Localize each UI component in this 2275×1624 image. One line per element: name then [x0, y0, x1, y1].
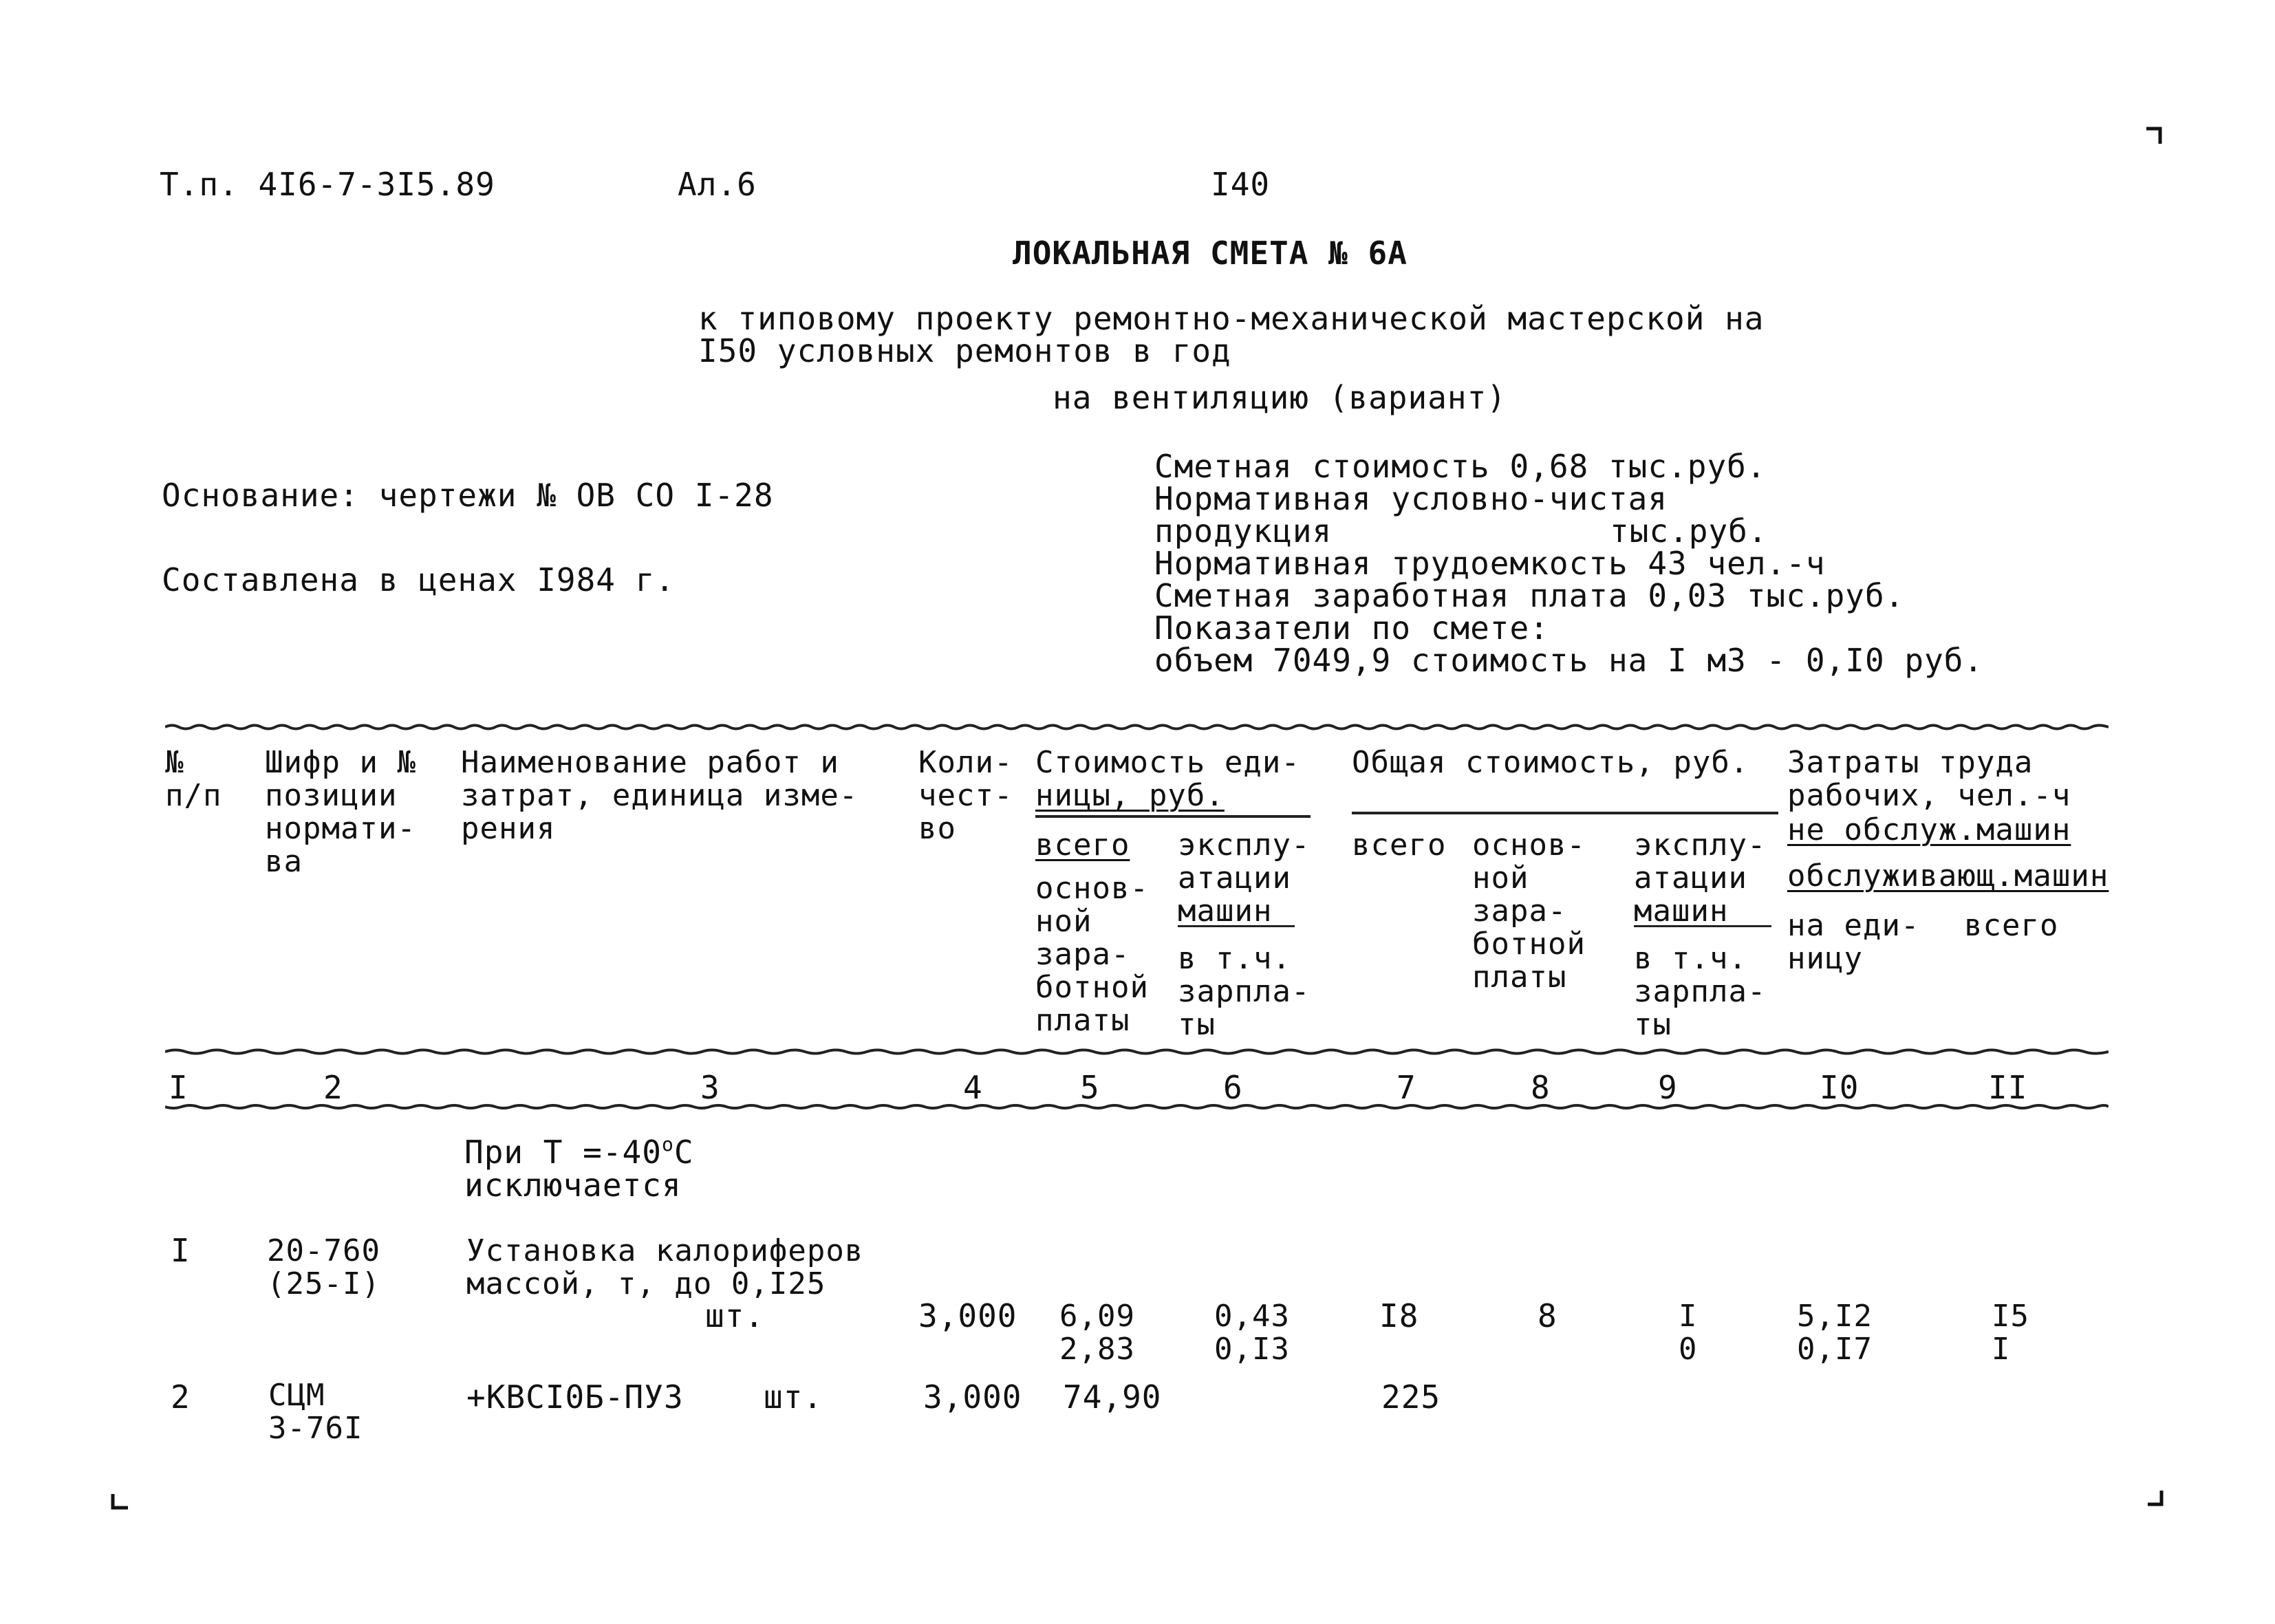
temperature-note — [464, 1133, 694, 1171]
summary-wages: Сметная заработная плата 0,03 тыс.руб. — [1154, 577, 1905, 614]
col-9-subrule — [1634, 925, 1771, 927]
basis-drawings: Основание: чертежи № ОВ СО I-28 — [162, 477, 774, 514]
row-1-labor-total: I5 I — [1992, 1299, 2029, 1367]
row-2-number: 2 — [171, 1378, 191, 1416]
col-number-1: I — [169, 1069, 188, 1106]
subtitle-line-3: на вентиляцию (вариант) — [1053, 379, 1507, 416]
col-header-11-total: всего — [1964, 908, 2059, 943]
corner-mark-bottom-left — [110, 1493, 129, 1512]
row-2-unit-cost: 74,90 — [1063, 1378, 1162, 1416]
degree-mark: о — [661, 1133, 674, 1156]
temperature-note-excluded: исключается — [464, 1167, 682, 1204]
col-header-total-cost: Общая стоимость, руб. — [1352, 745, 1749, 780]
col-number-6: 6 — [1223, 1069, 1243, 1106]
summary-indicators-label: Показатели по смете: — [1154, 609, 1549, 647]
summary-product-label: продукция — [1154, 512, 1333, 550]
col-header-labor-non-machine: не обслуж.машин — [1787, 812, 2071, 847]
col-number-9: 9 — [1658, 1069, 1678, 1106]
col-header-5-total: всего — [1035, 827, 1130, 863]
col-number-4: 4 — [963, 1069, 983, 1106]
summary-labor-intensity: Нормативная трудоемкость 43 чел.-ч — [1154, 545, 1826, 582]
col-header-unit-cost: Стоимость еди- — [1035, 745, 1300, 780]
col-header-code: Шифр и № позиции нормати- ва — [265, 745, 416, 879]
row-1-name: Установка калориферов массой, т, до 0,I25 — [466, 1233, 864, 1301]
summary-estimated-cost: Сметная стоимость 0,68 тыс.руб. — [1154, 448, 1767, 485]
col-header-8-wages: основ- ной зара- ботной платы — [1472, 827, 1586, 995]
row-1-machine-cost: 0,43 0,I3 — [1214, 1299, 1290, 1367]
col-number-8: 8 — [1531, 1069, 1551, 1106]
row-2-total: 225 — [1381, 1378, 1441, 1416]
col-header-labor: Затраты труда рабочих, чел.-ч — [1787, 745, 2071, 813]
sheet-label: Ал.6 — [678, 166, 757, 203]
basis-prices: Составлена в ценах I984 г. — [162, 561, 676, 598]
col-header-number: № п/п — [165, 745, 222, 813]
header-bottom-rule — [165, 1047, 2109, 1057]
col-6-subrule — [1178, 925, 1295, 927]
row-1-unit: шт. — [705, 1297, 765, 1334]
page-number: I40 — [1211, 166, 1271, 203]
corner-mark-bottom-right — [2146, 1489, 2166, 1508]
row-2-unit: шт. — [764, 1378, 823, 1416]
col-header-unit-cost-rub: ницы, руб. — [1035, 778, 1225, 813]
corner-mark-top-right — [2145, 126, 2164, 145]
col-header-9-wages: в т.ч. зарпла- ты — [1634, 941, 1767, 1042]
table-top-rule — [165, 722, 2109, 732]
temperature-note-unit: С — [673, 1134, 694, 1171]
col-number-2: 2 — [323, 1069, 343, 1106]
summary-normative-label: Нормативная условно-чистая — [1154, 480, 1668, 517]
col-header-9-machines: эксплу- атации машин — [1634, 827, 1767, 929]
subtitle-line-2: I50 условных ремонтов в год — [698, 332, 1231, 369]
col-header-7-total: всего — [1352, 827, 1447, 863]
col-numbers-bottom-rule — [165, 1102, 2109, 1112]
total-cost-subrule — [1352, 812, 1778, 814]
col-header-name: Наименование работ и затрат, единица изме- рения — [461, 745, 859, 846]
row-1-code: 20-760 (25-I) — [267, 1233, 380, 1301]
row-1-quantity: 3,000 — [918, 1297, 1017, 1334]
col-header-5-wages: основ- ной зара- ботной платы — [1035, 871, 1149, 1038]
col-header-labor-machine: обслуживающ.машин — [1787, 858, 2109, 894]
summary-volume: объем 7049,9 стоимость на I м3 - 0,I0 руб. — [1154, 642, 1984, 679]
row-1-labor-per-unit: 5,I2 0,I7 — [1797, 1299, 1873, 1367]
row-1-unit-cost: 6,09 2,83 — [1059, 1299, 1135, 1367]
col-number-7: 7 — [1397, 1069, 1416, 1106]
row-1-number: I — [171, 1232, 191, 1269]
col-number-3: 3 — [700, 1069, 720, 1106]
row-2-code: СЦМ 3-76I — [268, 1378, 363, 1446]
col-header-10-per-unit: на еди- ницу — [1787, 908, 1920, 976]
row-2-quantity: 3,000 — [923, 1378, 1022, 1416]
col-header-6-machines: эксплу- атации машин — [1178, 827, 1311, 929]
col-header-6-wages: в т.ч. зарпла- ты — [1178, 941, 1311, 1042]
page-title: ЛОКАЛЬНАЯ СМЕТА № 6А — [1013, 235, 1408, 272]
col-number-5: 5 — [1080, 1069, 1100, 1106]
unit-cost-subrule — [1035, 815, 1311, 818]
col-number-11: II — [1988, 1069, 2028, 1106]
temperature-note-text: При Т =-40 — [464, 1134, 662, 1171]
summary-product-unit: тыс.руб. — [1610, 512, 1768, 550]
row-1-total: I8 — [1379, 1297, 1419, 1334]
row-1-wages: 8 — [1538, 1297, 1557, 1334]
document-reference: Т.п. 4I6-7-3I5.89 — [160, 166, 495, 203]
subtitle-line-1: к типовому проекту ремонтно-механической мастерской на — [698, 300, 1765, 337]
row-2-name: +КВСI0Б-ПУЗ — [466, 1378, 684, 1416]
col-number-10: I0 — [1820, 1069, 1859, 1106]
row-1-machines: I 0 — [1679, 1299, 1698, 1367]
col-header-quantity: Коли- чест- во — [918, 745, 1013, 846]
